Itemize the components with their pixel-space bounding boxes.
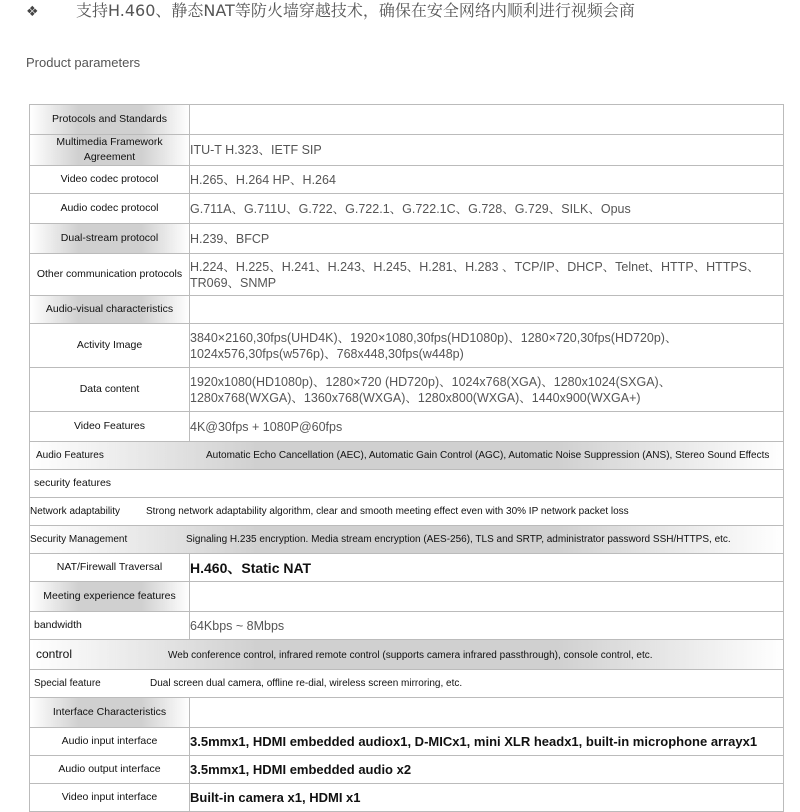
row-wide-cell bbox=[30, 640, 784, 670]
table-row bbox=[30, 498, 784, 526]
row-label: Video input interface bbox=[30, 784, 190, 812]
row-value: Automatic Echo Cancellation (AEC), Automatic Gain Control (AGC), Automatic Noise Suppression (ANS), Stereo Sound Effects bbox=[206, 449, 770, 461]
table-row bbox=[30, 194, 784, 224]
diamond-bullet-icon: ❖ bbox=[26, 4, 39, 20]
empty-cell bbox=[190, 582, 784, 612]
row-value: H.224、H.225、H.241、H.243、H.245、H.281、H.283 、TCP/IP、DHCP、Telnet、HTTP、HTTPS、TR069、SNMP bbox=[190, 254, 784, 296]
section-row bbox=[30, 105, 784, 135]
section-row bbox=[30, 698, 784, 728]
row-value: Dual screen dual camera, offline re-dial, wireless screen mirroring, etc. bbox=[150, 677, 463, 689]
row-wide-cell bbox=[30, 670, 784, 698]
row-value: 3.5mmx1, HDMI embedded audiox1, D-MICx1, mini XLR headx1, built-in microphone arrayx1 bbox=[190, 728, 784, 756]
row-label: Video codec protocol bbox=[30, 166, 190, 194]
row-value: H.239、BFCP bbox=[190, 224, 784, 254]
section-row bbox=[30, 582, 784, 612]
table-row bbox=[30, 368, 784, 412]
row-label: Dual-stream protocol bbox=[30, 224, 190, 254]
table-row bbox=[30, 526, 784, 554]
row-value: G.711A、G.711U、G.722、G.722.1、G.722.1C、G.728、G.729、SILK、Opus bbox=[190, 194, 784, 224]
row-label: Data content bbox=[30, 368, 190, 412]
row-value: H.265、H.264 HP、H.264 bbox=[190, 166, 784, 194]
row-label: Special feature bbox=[34, 677, 101, 689]
section-title-cell: Protocols and Standards bbox=[30, 105, 190, 135]
row-label: Network adaptability bbox=[30, 505, 121, 517]
row-label: control bbox=[36, 646, 73, 661]
row-value: 64Kbps ~ 8Mbps bbox=[190, 612, 784, 640]
table-row bbox=[30, 670, 784, 698]
empty-cell bbox=[190, 698, 784, 728]
row-value: ITU-T H.323、IETF SIP bbox=[190, 135, 784, 166]
empty-cell bbox=[190, 105, 784, 135]
row-label: Security Management bbox=[30, 533, 128, 545]
row-value: Built-in camera x1, HDMI x1 bbox=[190, 784, 784, 812]
section-title: Product parameters bbox=[26, 55, 141, 70]
row-value: Strong network adaptability algorithm, clear and smooth meeting effect even with 30% IP network packet loss bbox=[146, 505, 629, 517]
intro-line bbox=[26, 0, 786, 20]
row-value: 3.5mmx1, HDMI embedded audio x2 bbox=[190, 756, 784, 784]
intro-text: 支持H.460、静态NAT等防火墙穿越技术，确保在安全网络内顺利进行视频会商 bbox=[76, 1, 635, 20]
section-row bbox=[30, 470, 784, 498]
row-label: Other communication protocols bbox=[30, 254, 190, 296]
section-title-cell: security features bbox=[30, 470, 784, 498]
section-title-cell: Audio-visual characteristics bbox=[30, 296, 190, 324]
row-label: NAT/Firewall Traversal bbox=[30, 554, 190, 582]
table-row bbox=[30, 612, 784, 640]
table-row bbox=[30, 166, 784, 194]
row-value: 4K@30fps + 1080P@60fps bbox=[190, 412, 784, 442]
table-row bbox=[30, 640, 784, 670]
row-label: Audio Features bbox=[36, 449, 104, 461]
row-value: 1920x1080(HD1080p)、1280×720 (HD720p)、1024x768(XGA)、1280x1024(SXGA)、1280x768(WXGA)、1360x768(WXGA)、1280x800(WXGA)、1440x900(WXGA+) bbox=[190, 368, 784, 412]
table-row bbox=[30, 224, 784, 254]
row-label: bandwidth bbox=[30, 612, 190, 640]
table-row bbox=[30, 728, 784, 756]
table-row bbox=[30, 756, 784, 784]
row-label: Multimedia Framework Agreement bbox=[30, 135, 190, 166]
table-row bbox=[30, 324, 784, 368]
table-row bbox=[30, 254, 784, 296]
section-title-cell: Meeting experience features bbox=[30, 582, 190, 612]
table-row bbox=[30, 784, 784, 812]
row-label: Video Features bbox=[30, 412, 190, 442]
row-wide-cell bbox=[30, 526, 784, 554]
row-label: Activity Image bbox=[30, 324, 190, 368]
section-row bbox=[30, 296, 784, 324]
empty-cell bbox=[190, 296, 784, 324]
row-value: Web conference control, infrared remote control (supports camera infrared passthrough), console control, etc. bbox=[168, 649, 653, 661]
row-label: Audio codec protocol bbox=[30, 194, 190, 224]
row-value: 3840×2160,30fps(UHD4K)、1920×1080,30fps(HD1080p)、1280×720,30fps(HD720p)、1024x576,30fps(w576p)、768x448,30fps(w448p) bbox=[190, 324, 784, 368]
product-parameters-table bbox=[29, 104, 784, 812]
table-row bbox=[30, 442, 784, 470]
row-value: H.460、Static NAT bbox=[190, 554, 784, 582]
row-wide-cell bbox=[30, 498, 784, 526]
row-value: Signaling H.235 encryption. Media stream encryption (AES-256), TLS and SRTP, administrator password SSH/HTTPS, etc. bbox=[186, 533, 731, 545]
table-row bbox=[30, 412, 784, 442]
section-title-cell: Interface Characteristics bbox=[30, 698, 190, 728]
row-label: Audio input interface bbox=[30, 728, 190, 756]
row-label: Audio output interface bbox=[30, 756, 190, 784]
row-wide-cell bbox=[30, 442, 784, 470]
table-row bbox=[30, 554, 784, 582]
table-row bbox=[30, 135, 784, 166]
